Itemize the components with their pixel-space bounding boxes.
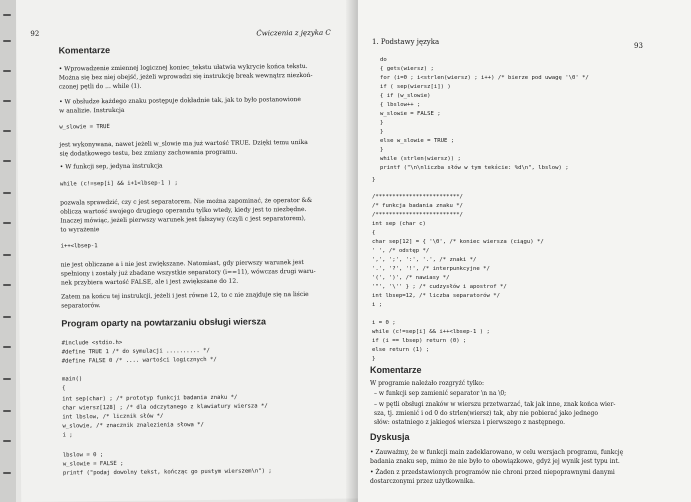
code-mid-line: if (i == lbsep) return (0) ;	[372, 338, 467, 344]
code-top-line: while (strlen(wiersz)) ;	[380, 156, 461, 162]
code-mid-line: }	[372, 177, 376, 183]
section-title-komentarze: Komentarze	[58, 45, 111, 56]
code-mid-line: /*************************/	[372, 212, 463, 218]
section-title-dyskusja: Dyskusja	[370, 432, 410, 442]
para6-line3: nek przybiera wartość FALSE, ale i jest zwiększane do 12.	[60, 277, 239, 287]
para6-line1: nie jest obliczane a i nie jest zwiększane. Natomiast, gdy pierwszy warunek jest	[60, 259, 304, 269]
discussion-line: • Żaden z przedstawionych programów nie chroni przed niepoprawnymi danymi	[370, 469, 615, 476]
program-line: #define TRUE 1 /* do symulacji .......... */	[61, 347, 210, 356]
right-running-header: 1. Podstawy języka	[372, 38, 440, 46]
program-line: i ;	[62, 432, 73, 439]
code-top-line: }	[380, 147, 384, 153]
discussion-line: badania znaku sep, mimo że nie było to obowiązkowe, gdyż jej wynik jest typu int.	[370, 458, 620, 465]
code-mid-line: int lbsep=12, /* liczba separatorów */	[372, 293, 500, 299]
code-mid-line: }	[372, 356, 376, 362]
program-line: lbslow = 0 ;	[62, 452, 104, 459]
code-while-sep: while (c!=sep[i] && i+1<lbsep-1 ) ;	[59, 180, 178, 188]
code-mid-line: int sep (char c)	[372, 221, 426, 227]
code-lbsep: i++<lbsep-1	[60, 243, 98, 250]
comments-item: – w pętli obsługi znaków w wierszu przetwarzać, tak jak inne, znak końca wier-	[374, 401, 616, 408]
code-top-line: }	[380, 120, 384, 126]
program-line: w_slowie = FALSE ;	[62, 460, 124, 468]
left-running-header: Ćwiczenia z języka C	[256, 28, 331, 38]
program-line: {	[62, 385, 66, 392]
discussion-line: • Zauważmy, że w funkcji main zadeklarowano, w celu wersjach programu, funkcję	[370, 449, 624, 456]
right-page	[358, 0, 691, 502]
para1-line2: Można się bez niej obejść, jeżeli wprowadzi się instrukcję break wewnątrz niezkoń-	[58, 71, 313, 82]
code-top-line: printf ("\n\nliczba słów w tym tekście: %d\n", lbslow) ;	[380, 165, 569, 171]
program-line: int lbslow, /* licznik słów */	[62, 413, 164, 421]
para3-line2: się dodatkowego testu, bez zmiany zachowania programu.	[59, 148, 238, 158]
code-top-line: for (i=0 ; i<strlen(wiersz) ; i++) /* bierze pod uwagę '\0' */	[380, 75, 589, 81]
para4: • W funkcji sep, jedyna instrukcja	[59, 162, 163, 171]
code-mid-line: i ;	[372, 302, 383, 308]
spiral-binding	[0, 0, 16, 502]
code-top-line: do	[380, 57, 387, 63]
code-top-line: { lbslow++ ;	[380, 102, 421, 108]
program-line: int sep(char) ; /* prototyp funkcji badania znaku */	[62, 394, 238, 403]
program-line: w_slowie, /* znacznik znalezienia słowa */	[62, 422, 204, 430]
program-line: printf ("podaj dowolny tekst, kończąc go pustym wierszem\n") ;	[62, 468, 272, 477]
para1-line3: czonej pętli do ... while (1).	[58, 82, 142, 91]
comments-item: słów: ostatniego z jakiegoś wiersza i pierwszego z następnego.	[374, 419, 566, 426]
code-mid-line: else return (1) ;	[372, 347, 430, 353]
comments-intro: W programie należało rozgryźć tylko:	[370, 380, 485, 387]
section-title-komentarze-right: Komentarze	[370, 365, 422, 375]
code-mid-line: ' ', /* odstęp */	[372, 248, 430, 254]
para2-line2: w analizie. Instrukcja	[59, 106, 125, 115]
right-page-number: 93	[634, 42, 643, 50]
code-w-slowie-true: w_slowie = TRUE	[59, 124, 110, 131]
code-mid-line: /*************************/	[372, 194, 463, 200]
left-page	[16, 0, 365, 502]
program-line: #include <stdio.h>	[61, 339, 123, 347]
code-mid-line: while (c!=sep[i] && i++<lbsep-1 ) ;	[372, 329, 490, 335]
para2-line1: • W obsłudze każdego znaku postępuje dokładnie tak, jak to było postanowione	[59, 96, 301, 106]
code-top-line: }	[380, 129, 384, 135]
program-line: main()	[61, 376, 83, 383]
section-title-program: Program oparty na powtarzaniu obsługi wiersza	[61, 316, 266, 329]
code-mid-line: '.', '?', '!', /* interpunkcyjne */	[372, 266, 490, 272]
para1-line1: • Wprowadzenie zmiennej logicznej koniec_tekstu ułatwia wykrycie końca tekstu.	[58, 62, 308, 73]
program-line: char wiersz[128] ; /* dla odczytanego z klawiatury wiersza */	[62, 403, 268, 412]
code-top-line: if ( sep(wiersz[i]) )	[380, 84, 451, 90]
code-mid-line: char sep[12] = { '\0', /* koniec wiersza (ciągu) */	[372, 239, 544, 245]
para5-line2: oblicza wartość swojego drugiego operandu tylko wtedy, kiedy jest to niezbędne.	[60, 205, 307, 216]
comments-item: sza, tj. zmienić i od 0 do strlen(wiersz) tak, aby nie pobierać jako jednego	[374, 410, 598, 417]
code-mid-line: '(', ')', /* nawiasy */	[372, 275, 450, 281]
code-top-line: { if (w_slowie)	[380, 93, 431, 99]
left-page-number: 92	[30, 29, 40, 38]
para7-line1: Zatem na końcu tej instrukcji, jeżeli i jest równe 12, to c nie znajduje się na liście	[61, 290, 309, 301]
para6-line2: spełniony i zostały już zbadane wszystkie separatory (i==11), wówczas drugi waru-	[60, 267, 316, 278]
para3-line1: jest wykonywana, nawet jeżeli w_slowie ma już wartość TRUE. Dzięki temu unika	[59, 138, 308, 149]
code-mid-line: {	[372, 230, 376, 236]
para5-line1: pozwala sprawdzić, czy c jest separatorem. Nie można zapominać, że operator &&	[60, 196, 313, 207]
comments-item: – w funkcji sep zamienić separator \n na \0;	[374, 390, 507, 397]
code-top-line: { gets(wiersz) ;	[380, 66, 434, 72]
code-mid-line: i = 0 ;	[372, 320, 396, 326]
para7-line2: separatorów.	[61, 302, 101, 310]
code-top-line: else w_slowie = TRUE ;	[380, 138, 455, 144]
code-mid-line: /* funkcja badania znaku */	[372, 203, 463, 209]
code-mid-line: '"', '\'' } ; /* cudzysłów i apostrof */	[372, 284, 507, 290]
code-top-line: w_slowie = FALSE ;	[380, 111, 441, 117]
para5-line3: Inaczej mówiąc, jeżeli pierwszy warunek jest fałszywy (czyli c jest separatorem),	[60, 214, 306, 225]
discussion-line: dostarczonymi przez użytkownika.	[370, 478, 475, 485]
code-mid-line: ',', ';', ':', '.', /* znaki */	[372, 257, 477, 263]
para5-line4: to wyrażenie	[60, 226, 100, 234]
program-line: #define FALSE 0 /* .... wartości logicznych */	[61, 356, 217, 365]
